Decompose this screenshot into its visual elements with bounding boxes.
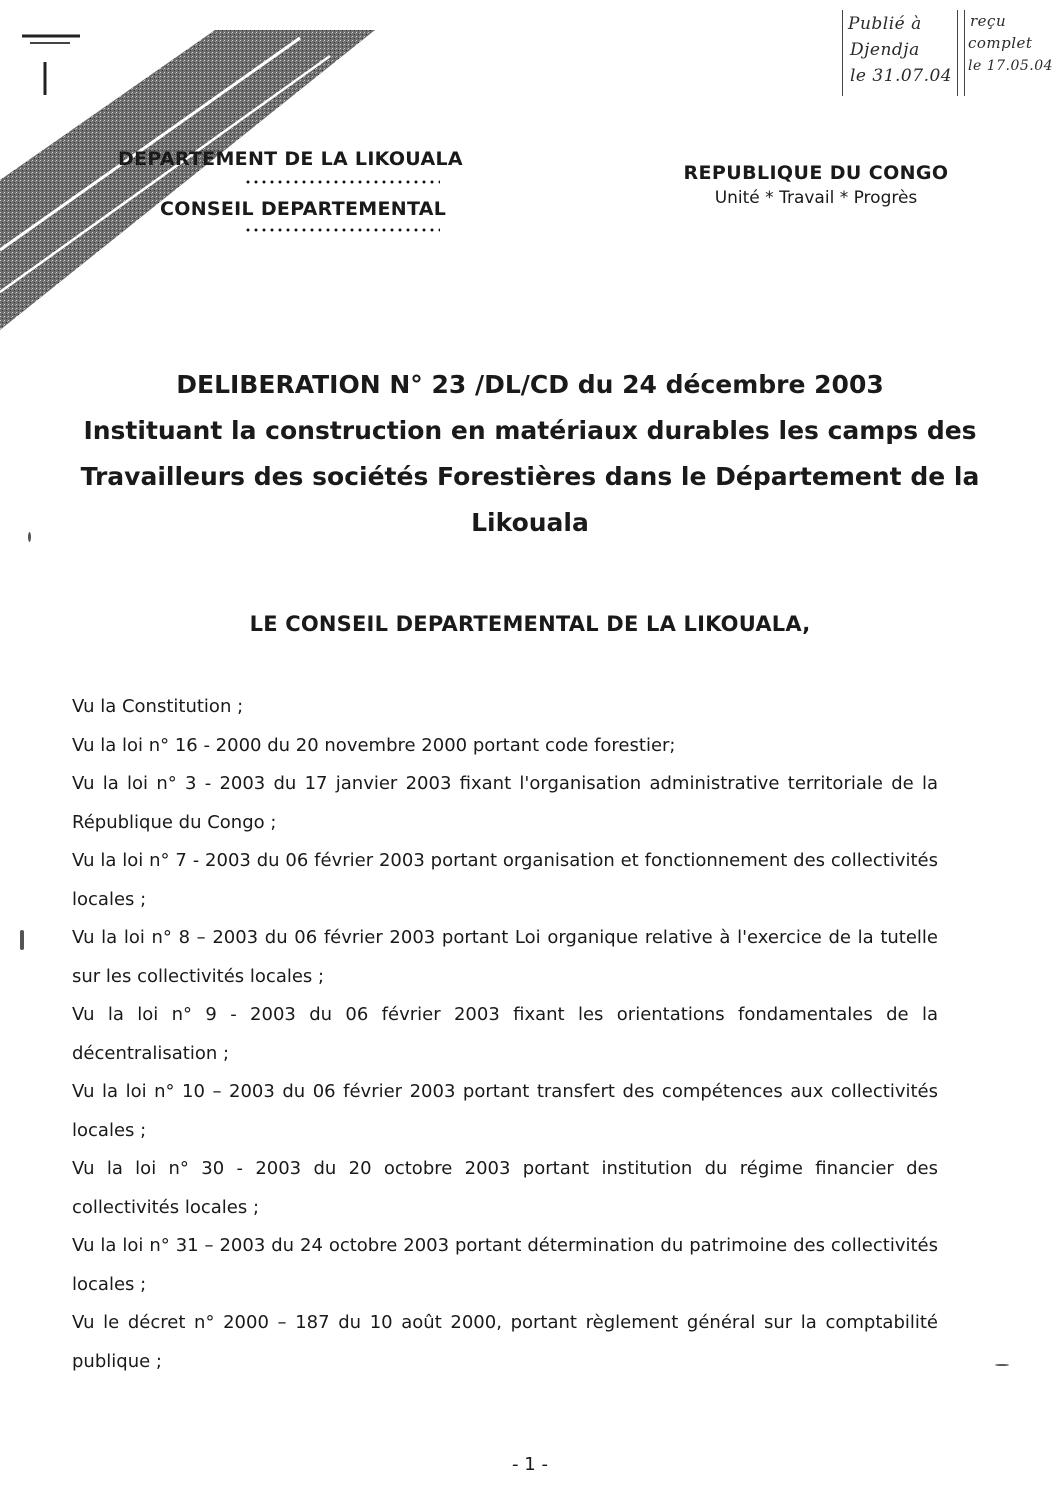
scan-speck <box>20 930 24 950</box>
page-number: - 1 - <box>512 1454 548 1475</box>
legal-reference-item: Vu le décret n° 2000 – 187 du 10 août 2000, portant règlement général sur la comptabilité publique ; <box>72 1312 938 1372</box>
title-line: DELIBERATION N° 23 /DL/CD du 24 décembre 2003 <box>176 370 884 399</box>
stamp-line: reçu <box>970 12 1007 30</box>
legal-reference-item: Vu la loi n° 7 - 2003 du 06 février 2003 portant organisation et fonctionnement des collectivités locales ; <box>72 850 938 910</box>
legal-reference-item: Vu la loi n° 16 - 2000 du 20 novembre 2000 portant code forestier; <box>72 734 676 756</box>
department-name: DEPARTEMENT DE LA LIKOUALA <box>118 148 463 170</box>
stamp-line: complet <box>968 34 1033 52</box>
stamp-line: le 17.05.04 <box>968 58 1054 74</box>
council-name: CONSEIL DEPARTEMENTAL <box>160 198 447 220</box>
stamp-line: Djendja <box>850 40 920 60</box>
legal-reference-item: Vu la Constitution ; <box>72 696 244 717</box>
legal-reference-item: Vu la loi n° 8 – 2003 du 06 février 2003 portant Loi organique relative à l'exercice de la tutelle sur les collectivités locales ; <box>72 927 938 987</box>
stamp-line: le 31.07.04 <box>850 66 953 86</box>
republic-name: REPUBLIQUE DU CONGO <box>683 162 949 184</box>
legal-reference-item: Vu la loi n° 10 – 2003 du 06 février 2003 portant transfert des compétences aux collectivités locales ; <box>72 1081 938 1141</box>
legal-reference-item: Vu la loi n° 30 - 2003 du 20 octobre 2003 portant institution du régime financier des collectivités locales ; <box>72 1158 938 1218</box>
legal-reference-item: Vu la loi n° 9 - 2003 du 06 février 2003 fixant les orientations fondamentales de la décentralisation ; <box>72 1004 938 1064</box>
title-line: Likouala <box>471 508 589 537</box>
dotted-separator <box>244 228 440 232</box>
assembly-heading: LE CONSEIL DEPARTEMENTAL DE LA LIKOUALA, <box>249 612 811 636</box>
scan-speck <box>995 1364 1009 1366</box>
reception-stamp <box>836 10 1054 98</box>
title-line: Instituant la construction en matériaux durables les camps des <box>83 416 977 445</box>
legal-reference-item: Vu la loi n° 3 - 2003 du 17 janvier 2003 fixant l'organisation administrative territoriale de la République du Congo ; <box>72 773 938 833</box>
deliberation-title <box>60 362 1000 546</box>
scan-speck <box>28 532 31 542</box>
national-motto: Unité * Travail * Progrès <box>714 188 918 208</box>
legal-reference-item: Vu la loi n° 31 – 2003 du 24 octobre 2003 portant détermination du patrimoine des collectivités locales ; <box>72 1235 938 1295</box>
republic-header <box>670 162 962 208</box>
dotted-separator <box>244 180 440 184</box>
stamp-line: Publié à <box>848 14 922 34</box>
legal-references <box>72 688 938 1381</box>
title-line: Travailleurs des sociétés Forestières dans le Département de la <box>80 462 980 491</box>
